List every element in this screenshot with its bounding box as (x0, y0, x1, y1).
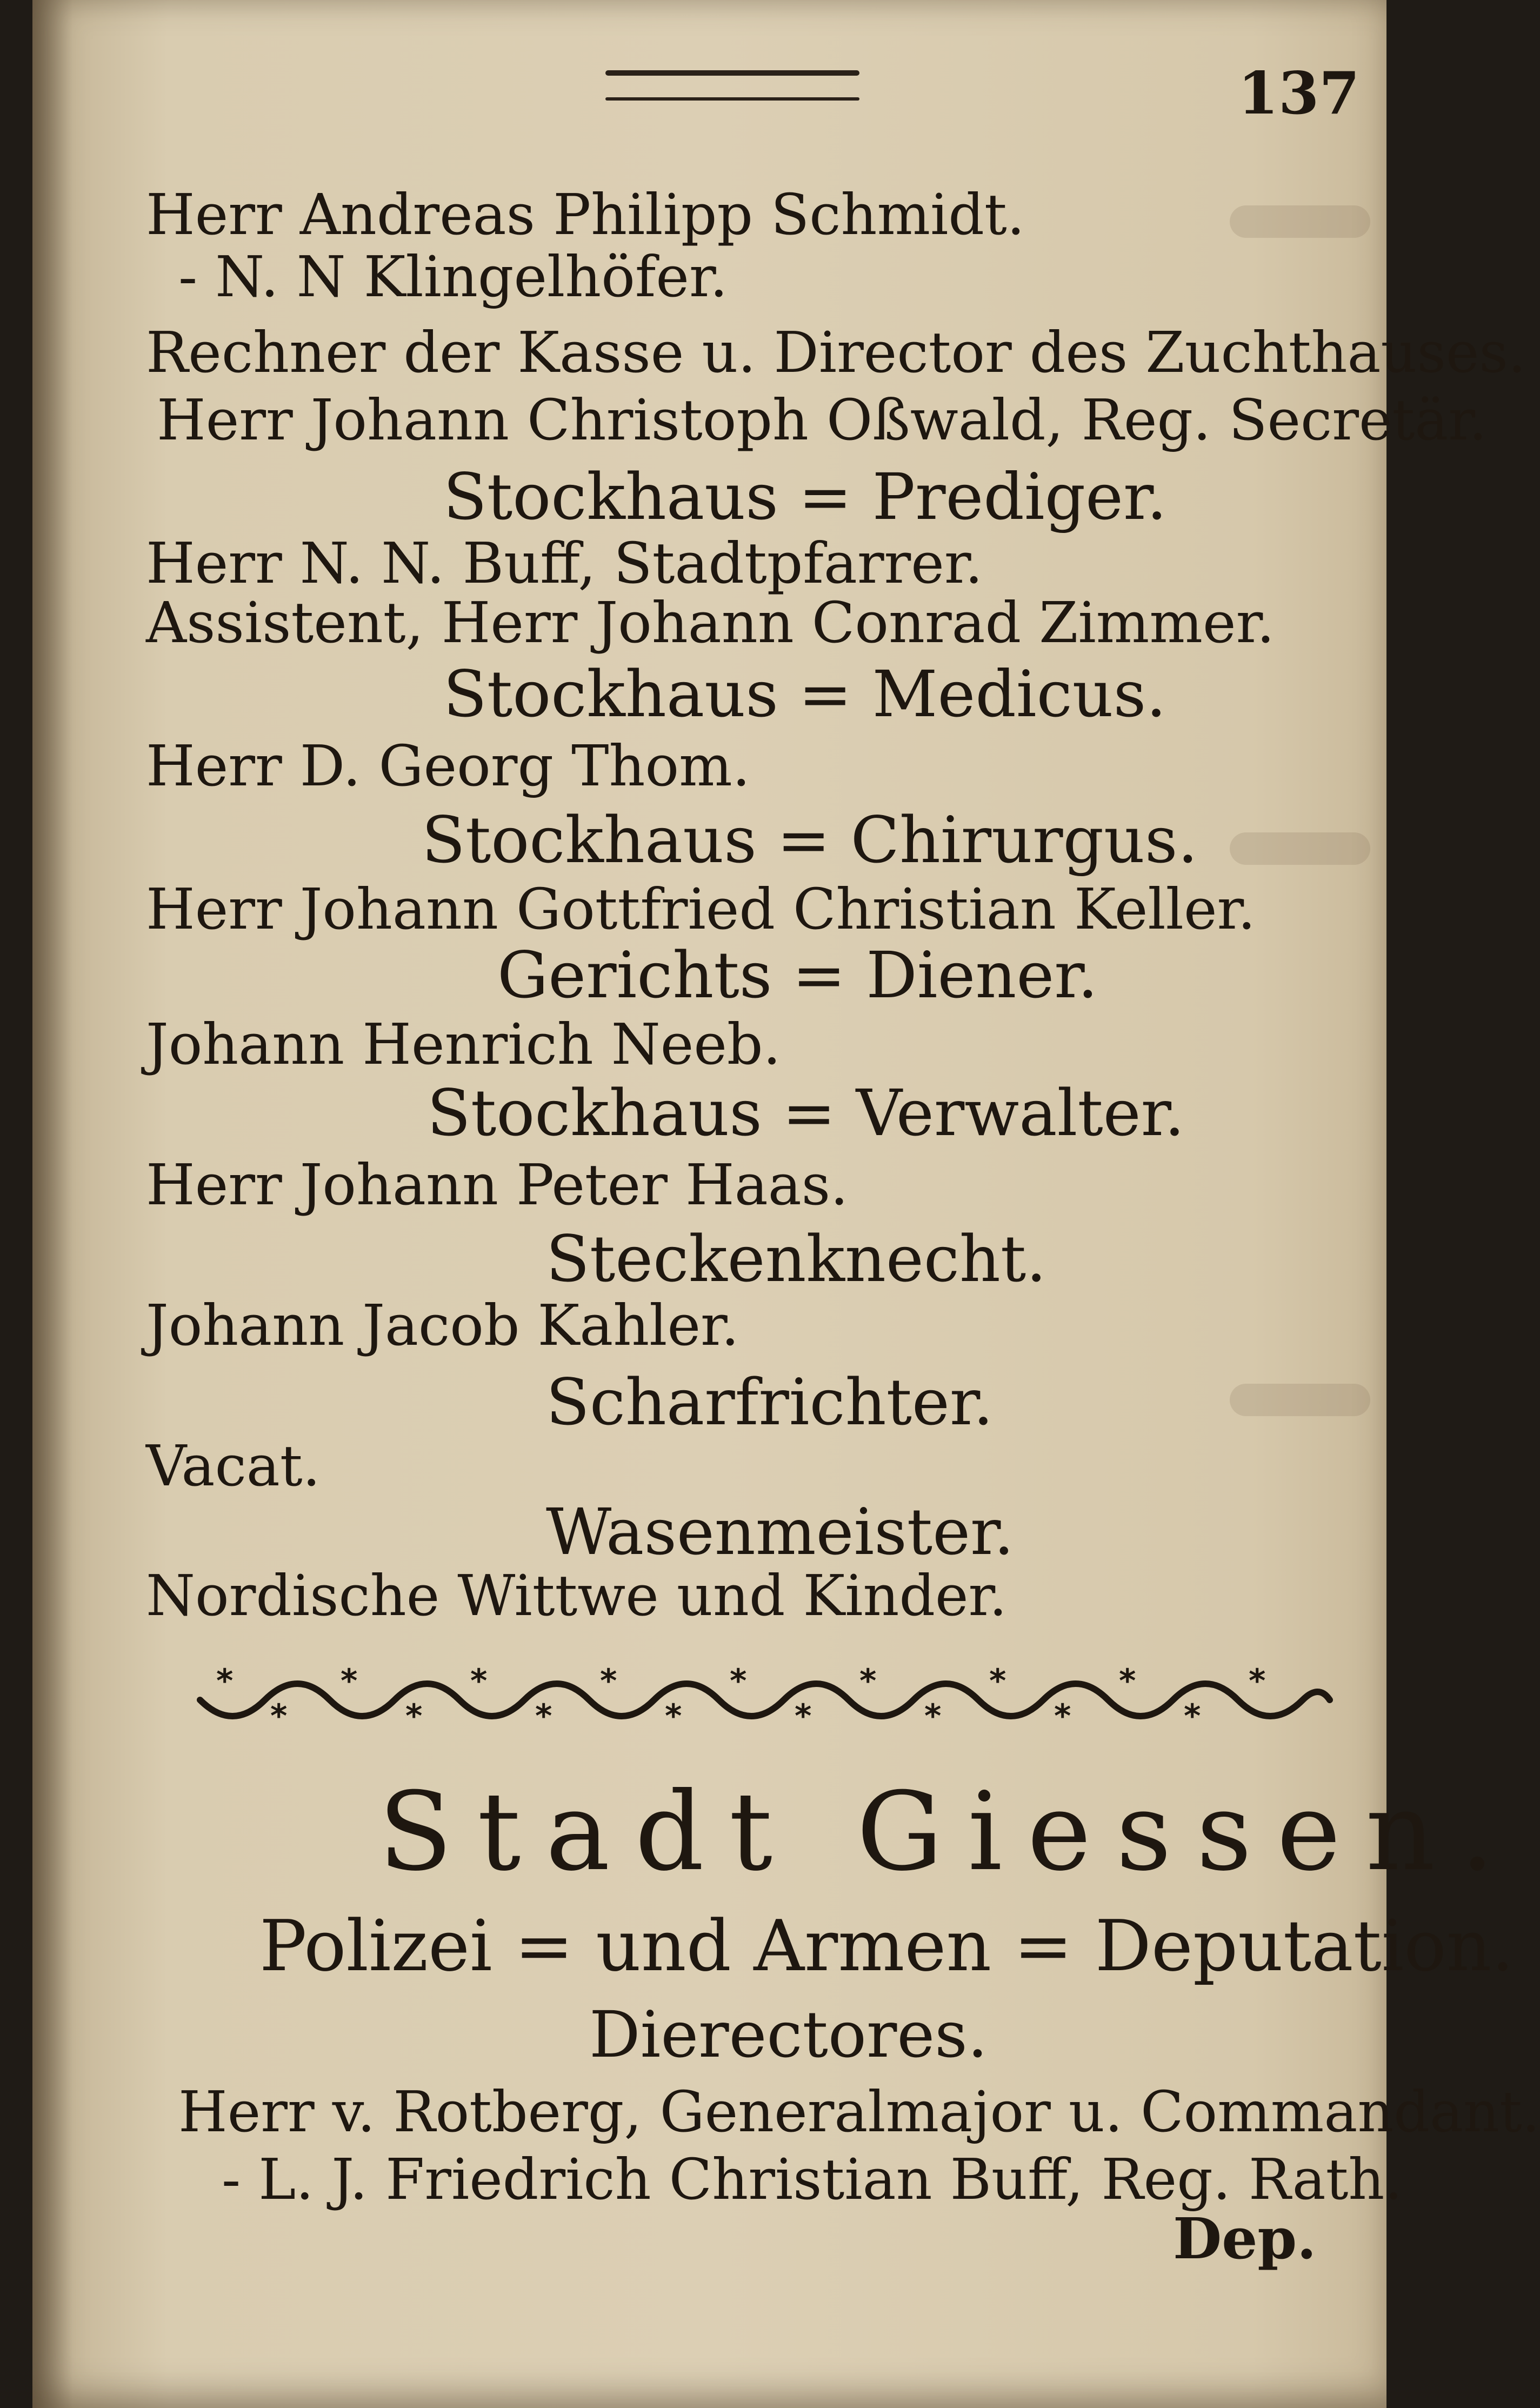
entry-line: Herr Johann Peter Haas. (146, 1152, 849, 1218)
office-heading: Stockhaus = Medicus. (443, 657, 1166, 731)
entry-line: Herr v. Rotberg, Generalmajor u. Commandant. (178, 2079, 1540, 2145)
office-heading: Wasenmeister. (546, 1495, 1014, 1569)
entry-line: Johann Henrich Neeb. (146, 1011, 781, 1077)
office-heading: Stockhaus = Chirurgus. (422, 803, 1198, 877)
svg-text:*: * (1184, 1697, 1201, 1735)
show-through-text (1230, 1384, 1370, 1416)
svg-text:*: * (1054, 1697, 1071, 1735)
svg-text:*: * (1119, 1662, 1136, 1700)
office-heading: Stockhaus = Verwalter. (427, 1076, 1185, 1150)
svg-text:*: * (535, 1697, 552, 1735)
svg-text:*: * (216, 1662, 234, 1700)
entry-line: Herr Johann Gottfried Christian Keller. (146, 876, 1256, 942)
svg-text:*: * (924, 1697, 942, 1735)
entry-line: Herr Johann Christoph Oßwald, Reg. Secretär. (157, 387, 1487, 453)
book-page (32, 0, 1540, 2408)
office-heading: Scharfrichter. (546, 1365, 994, 1439)
office-heading: Steckenknecht. (546, 1222, 1046, 1296)
catchword: Dep. (1173, 2205, 1317, 2272)
section-subheading: Dierectores. (589, 1997, 988, 2072)
header-rule (605, 97, 859, 101)
office-heading: Stockhaus = Prediger. (443, 459, 1167, 534)
svg-text:*: * (600, 1662, 617, 1700)
entry-line: Nordische Wittwe und Kinder. (146, 1563, 1007, 1629)
svg-text:*: * (1249, 1662, 1266, 1700)
ornament-divider (189, 1662, 1341, 1735)
entry-line: Rechner der Kasse u. Director des Zuchthauses. (146, 319, 1526, 385)
entry-line: Herr D. Georg Thom. (146, 733, 750, 799)
header-rule (605, 70, 859, 76)
entry-line: - L. J. Friedrich Christian Buff, Reg. Rath. (222, 2146, 1403, 2212)
page-number: 137 (1238, 59, 1360, 128)
svg-text:*: * (405, 1697, 423, 1735)
section-title: Stadt Giessen. (378, 1769, 1519, 1895)
svg-text:*: * (795, 1697, 812, 1735)
show-through-text (1230, 205, 1370, 238)
entry-line: - N. N Klingelhöfer. (178, 244, 728, 310)
svg-text:*: * (270, 1697, 288, 1735)
svg-text:*: * (730, 1662, 747, 1700)
entry-line: Johann Jacob Kahler. (146, 1292, 739, 1358)
svg-text:*: * (859, 1662, 877, 1700)
entry-line: Vacat. (146, 1433, 321, 1499)
show-through-text (1230, 832, 1370, 865)
svg-text:*: * (665, 1697, 682, 1735)
svg-text:*: * (989, 1662, 1006, 1700)
office-heading: Gerichts = Diener. (497, 938, 1098, 1012)
entry-line: Assistent, Herr Johann Conrad Zimmer. (146, 590, 1275, 656)
section-subtitle: Polizei = und Armen = Deputation. (259, 1905, 1514, 1987)
entry-line: Herr N. N. Buff, Stadtpfarrer. (146, 530, 983, 596)
svg-text:*: * (470, 1662, 488, 1700)
svg-text:*: * (341, 1662, 358, 1700)
entry-line: Herr Andreas Philipp Schmidt. (146, 182, 1025, 248)
